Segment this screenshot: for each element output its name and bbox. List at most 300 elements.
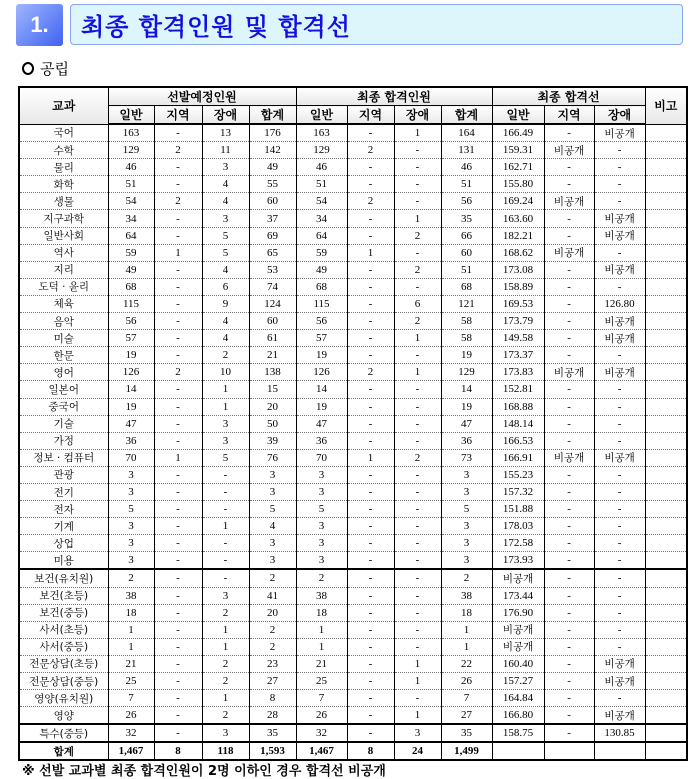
value-cell: 70 [296,449,347,466]
value-cell: 38 [296,587,347,604]
remarks-cell [645,193,687,210]
subject-cell: 체육 [19,295,108,312]
value-cell: 126 [108,364,154,381]
value-cell: 2 [154,142,202,159]
value-cell: 28 [249,707,296,725]
value-cell: - [394,621,441,638]
value-cell: 121 [441,295,492,312]
value-cell: 1,467 [108,742,154,760]
value-cell: - [347,483,394,500]
value-cell: 1 [108,621,154,638]
table-row [19,244,687,261]
remarks-cell [645,604,687,621]
subject-cell: 역사 [19,244,108,261]
value-cell: 2 [296,569,347,587]
value-cell: 2 [394,313,441,330]
subject-cell: 사서(중등) [19,638,108,655]
value-cell: - [394,415,441,432]
value-cell: 2 [154,364,202,381]
value-cell: 47 [441,415,492,432]
subject-cell: 영양(유치원) [19,690,108,707]
value-cell: - [544,587,594,604]
remarks-cell [645,535,687,552]
value-cell: - [347,552,394,570]
value-cell: 5 [249,501,296,518]
value-cell: 20 [249,398,296,415]
remarks-cell [645,483,687,500]
remarks-cell [645,159,687,176]
value-cell: 3 [249,552,296,570]
subject-cell: 중국어 [19,398,108,415]
value-cell: 5 [441,501,492,518]
value-cell: 151.88 [492,501,544,518]
value-cell: 32 [296,724,347,742]
subheader-0: 일반 [108,106,154,125]
value-cell: 115 [108,295,154,312]
subheader-9: 지역 [544,106,594,125]
value-cell: - [347,638,394,655]
value-cell: - [594,193,645,210]
remarks-cell [645,621,687,638]
value-cell: 2 [202,707,249,725]
remarks-cell [645,690,687,707]
value-cell: - [347,707,394,725]
value-cell: 4 [202,176,249,193]
value-cell: 64 [296,227,347,244]
value-cell: 3 [249,483,296,500]
subject-cell: 한문 [19,347,108,364]
value-cell: 1,499 [441,742,492,760]
value-cell: 26 [108,707,154,725]
value-cell: 25 [296,673,347,690]
value-cell: - [202,483,249,500]
value-cell: 비공개 [594,655,645,672]
value-cell: - [154,501,202,518]
value-cell: 1 [394,673,441,690]
value-cell: - [594,604,645,621]
remarks-cell [645,278,687,295]
value-cell: - [394,552,441,570]
value-cell: 4 [202,313,249,330]
value-cell: - [347,690,394,707]
value-cell: - [154,159,202,176]
value-cell: 166.49 [492,124,544,142]
value-cell: 비공개 [594,449,645,466]
value-cell: - [594,432,645,449]
subject-cell: 미술 [19,330,108,347]
value-cell: 15 [249,381,296,398]
value-cell: - [394,466,441,483]
table-row [19,415,687,432]
table-row [19,124,687,142]
value-cell: 158.75 [492,724,544,742]
value-cell: 73 [441,449,492,466]
value-cell: 비공개 [594,227,645,244]
value-cell: 50 [249,415,296,432]
value-cell: 6 [202,278,249,295]
value-cell: - [394,569,441,587]
value-cell: 55 [249,176,296,193]
value-cell: - [394,432,441,449]
value-cell: - [594,466,645,483]
value-cell: - [347,176,394,193]
remarks-cell [645,176,687,193]
subject-cell: 생물 [19,193,108,210]
value-cell: 3 [249,466,296,483]
value-cell: - [347,313,394,330]
value-cell: 3 [108,483,154,500]
value-cell: 4 [202,261,249,278]
value-cell: 1 [394,330,441,347]
value-cell: 4 [202,330,249,347]
value-cell: 19 [441,347,492,364]
remarks-cell [645,261,687,278]
value-cell: - [202,501,249,518]
value-cell: 2 [202,347,249,364]
value-cell: 1 [441,621,492,638]
value-cell: 162.71 [492,159,544,176]
value-cell: 26 [296,707,347,725]
value-cell: 19 [108,398,154,415]
value-cell: - [347,398,394,415]
results-table [18,86,688,761]
remarks-cell [645,210,687,227]
value-cell: - [594,621,645,638]
value-cell: 124 [249,295,296,312]
value-cell: 148.14 [492,415,544,432]
remarks-cell [645,466,687,483]
value-cell: 3 [202,724,249,742]
value-cell: - [154,381,202,398]
table-row [19,227,687,244]
value-cell: 20 [249,604,296,621]
value-cell: 1 [296,621,347,638]
table-row [19,483,687,500]
value-cell: 68 [441,278,492,295]
value-cell: 3 [296,552,347,570]
value-cell: - [594,415,645,432]
value-cell: 21 [249,347,296,364]
value-cell: 2 [394,261,441,278]
circle-bullet-icon [22,62,34,75]
value-cell: 39 [249,432,296,449]
value-cell: - [154,552,202,570]
value-cell: 66 [441,227,492,244]
value-cell: - [347,501,394,518]
value-cell: - [394,483,441,500]
value-cell: - [594,381,645,398]
subject-cell: 미용 [19,552,108,570]
remarks-cell [645,330,687,347]
value-cell: - [347,330,394,347]
value-cell: 169.24 [492,193,544,210]
table-row [19,466,687,483]
value-cell: 49 [108,261,154,278]
subject-cell: 수학 [19,142,108,159]
value-cell: 49 [296,261,347,278]
value-cell: 118 [202,742,249,760]
subject-cell: 사서(초등) [19,621,108,638]
table-row [19,604,687,621]
value-cell: 38 [108,587,154,604]
value-cell: 2 [202,604,249,621]
subject-cell: 일반사회 [19,227,108,244]
value-cell: 5 [202,227,249,244]
value-cell: - [154,621,202,638]
value-cell: 166.80 [492,707,544,725]
subject-cell: 일본어 [19,381,108,398]
value-cell: 163 [108,124,154,142]
value-cell: - [594,159,645,176]
subject-cell: 물리 [19,159,108,176]
value-cell: - [154,604,202,621]
value-cell: 152.81 [492,381,544,398]
footnote: ※ 선발 교과별 최종 합격인원이 2명 이하인 경우 합격선 비공개 [22,764,386,779]
value-cell: 18 [296,604,347,621]
value-cell: - [202,552,249,570]
subject-cell: 보건(유치원) [19,569,108,587]
remarks-cell [645,227,687,244]
value-cell: 47 [296,415,347,432]
value-cell: 35 [441,724,492,742]
subject-cell: 전문상담(초등) [19,655,108,672]
value-cell: 155.80 [492,176,544,193]
value-cell: 2 [347,193,394,210]
value-cell: - [154,690,202,707]
value-cell: 19 [296,398,347,415]
value-cell: - [544,313,594,330]
value-cell: - [594,552,645,570]
value-cell: 7 [296,690,347,707]
value-cell: 8 [347,742,394,760]
value-cell: 163.60 [492,210,544,227]
value-cell: 비공개 [544,364,594,381]
value-cell: 37 [249,210,296,227]
value-cell: 3 [202,415,249,432]
subject-cell: 가정 [19,432,108,449]
value-cell: - [154,398,202,415]
subheader-7: 합계 [441,106,492,125]
value-cell: 14 [441,381,492,398]
value-cell: - [347,432,394,449]
value-cell: - [154,347,202,364]
value-cell: 26 [441,673,492,690]
value-cell: 2 [347,364,394,381]
value-cell: 41 [249,587,296,604]
value-cell: 3 [296,535,347,552]
value-cell: 173.79 [492,313,544,330]
value-cell: 56 [108,313,154,330]
value-cell: - [544,638,594,655]
value-cell: 비공개 [492,638,544,655]
value-cell: 1 [394,707,441,725]
value-cell: 173.93 [492,552,544,570]
table-row [19,295,687,312]
value-cell: - [347,124,394,142]
value-cell: 1 [347,244,394,261]
value-cell: 126 [296,364,347,381]
value-cell: 166.91 [492,449,544,466]
value-cell: - [154,569,202,587]
value-cell: 115 [296,295,347,312]
value-cell: 19 [296,347,347,364]
remarks-cell [645,142,687,159]
value-cell: - [347,621,394,638]
value-cell: 3 [296,466,347,483]
value-cell: - [544,432,594,449]
value-cell: 35 [441,210,492,227]
remarks-cell [645,124,687,142]
value-cell: - [347,569,394,587]
value-cell: 27 [249,673,296,690]
value-cell: - [594,244,645,261]
remarks-cell [645,347,687,364]
subject-cell: 화학 [19,176,108,193]
value-cell: - [544,210,594,227]
table-row [19,518,687,535]
section-title-box [70,4,683,45]
value-cell: - [544,381,594,398]
subject-cell: 보건(중등) [19,604,108,621]
value-cell: 5 [202,449,249,466]
header-final-count: 최종 합격인원 [296,87,492,106]
subheader-5: 지역 [347,106,394,125]
value-cell: 비공개 [594,330,645,347]
value-cell: 5 [202,244,249,261]
value-cell: 19 [108,347,154,364]
value-cell: 51 [296,176,347,193]
value-cell: 54 [296,193,347,210]
value-cell: 2 [249,621,296,638]
value-cell: - [594,398,645,415]
value-cell: 57 [296,330,347,347]
value-cell: 68 [296,278,347,295]
value-cell: 1 [108,638,154,655]
remarks-cell [645,381,687,398]
value-cell: 129 [441,364,492,381]
table-row [19,278,687,295]
table-row [19,638,687,655]
remarks-cell [645,295,687,312]
remarks-cell [645,569,687,587]
value-cell: - [394,587,441,604]
remarks-cell [645,501,687,518]
value-cell: 2 [202,655,249,672]
subject-cell: 영어 [19,364,108,381]
value-cell: 비공개 [544,244,594,261]
value-cell: - [347,655,394,672]
table-row [19,707,687,725]
value-cell: - [347,535,394,552]
value-cell: 21 [296,655,347,672]
value-cell: 155.23 [492,466,544,483]
value-cell: 36 [441,432,492,449]
value-cell: 1 [154,244,202,261]
value-cell: 18 [108,604,154,621]
value-cell: 9 [202,295,249,312]
value-cell: 178.03 [492,518,544,535]
value-cell: 1 [202,690,249,707]
subject-cell: 지구과학 [19,210,108,227]
value-cell: - [544,483,594,500]
value-cell: - [544,295,594,312]
subject-cell: 음악 [19,313,108,330]
value-cell: - [394,690,441,707]
value-cell: 7 [441,690,492,707]
value-cell: 142 [249,142,296,159]
value-cell: - [154,432,202,449]
value-cell: 8 [249,690,296,707]
value-cell: 1 [202,518,249,535]
value-cell: 36 [296,432,347,449]
value-cell: - [347,415,394,432]
value-cell: 47 [108,415,154,432]
value-cell: 비공개 [492,621,544,638]
value-cell: 4 [202,193,249,210]
table-row [19,587,687,604]
value-cell: - [544,655,594,672]
value-cell: 6 [394,295,441,312]
value-cell: 18 [441,604,492,621]
subsection-label: 공립 [40,60,69,78]
value-cell: - [594,569,645,587]
value-cell: 3 [296,518,347,535]
value-cell: - [347,587,394,604]
table-row [19,381,687,398]
table-row [19,724,687,742]
value-cell: - [347,261,394,278]
remarks-cell [645,449,687,466]
value-cell: 34 [108,210,154,227]
value-cell: 130.85 [594,724,645,742]
value-cell: 69 [249,227,296,244]
value-cell: - [544,261,594,278]
value-cell: - [154,587,202,604]
value-cell: 10 [202,364,249,381]
table-row [19,621,687,638]
value-cell: 비공개 [594,313,645,330]
value-cell: - [347,295,394,312]
value-cell: 61 [249,330,296,347]
value-cell: 56 [441,193,492,210]
subject-cell: 상업 [19,535,108,552]
value-cell: 2 [249,638,296,655]
value-cell: 32 [108,724,154,742]
subject-cell: 관광 [19,466,108,483]
value-cell: 14 [296,381,347,398]
value-cell: 7 [108,690,154,707]
value-cell: 2 [154,193,202,210]
subject-cell: 국어 [19,124,108,142]
table-row [19,159,687,176]
remarks-cell [645,724,687,742]
value-cell: 비공개 [594,673,645,690]
value-cell: 74 [249,278,296,295]
value-cell: - [394,518,441,535]
value-cell: 176.90 [492,604,544,621]
value-cell: 13 [202,124,249,142]
value-cell: - [394,176,441,193]
value-cell: 169.53 [492,295,544,312]
value-cell: - [154,313,202,330]
value-cell: 168.62 [492,244,544,261]
value-cell: 159.31 [492,142,544,159]
value-cell: 164.84 [492,690,544,707]
value-cell: 23 [249,655,296,672]
value-cell: 21 [108,655,154,672]
value-cell: - [544,569,594,587]
value-cell: 59 [296,244,347,261]
